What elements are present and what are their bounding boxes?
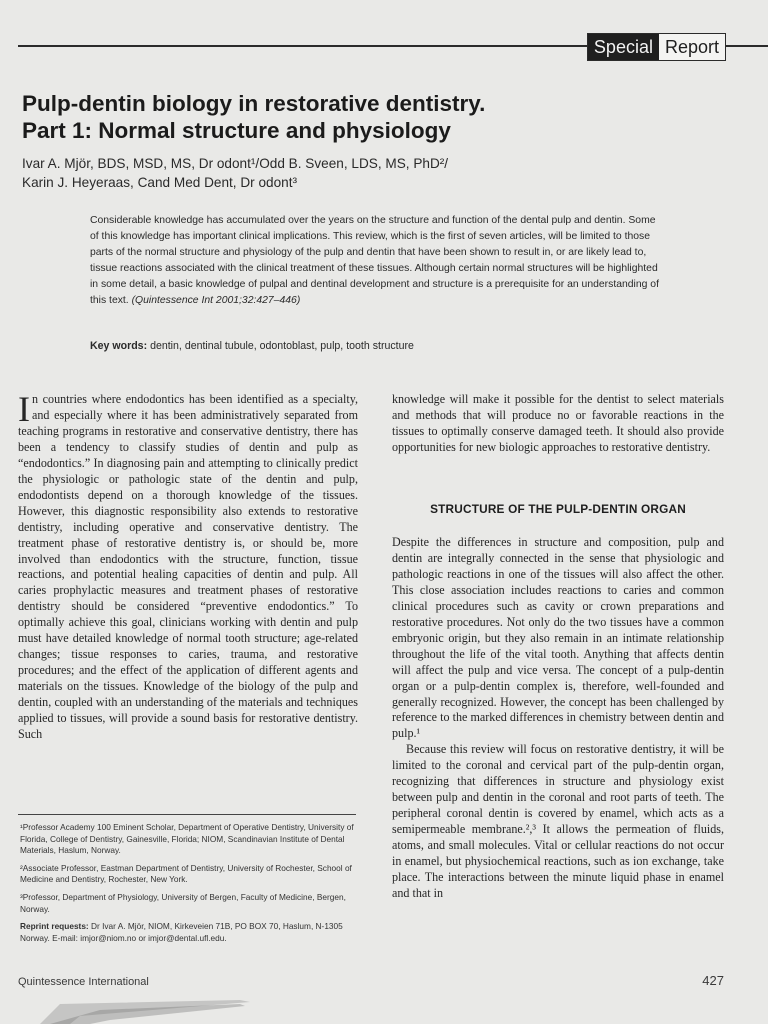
right-paragraph-1: knowledge will make it possible for the dentist to select materials and methods that will produce no or favorable reactions in the tissues to optimally conserve damaged teeth. It should also provide opportunities for new biologic approaches to restorative dentistry. xyxy=(392,392,724,454)
scan-smudge xyxy=(40,994,250,1024)
article-title xyxy=(22,90,702,144)
reprint-label: Reprint requests: xyxy=(20,921,89,932)
body-column-right-bottom xyxy=(392,535,724,902)
footnotes xyxy=(20,822,358,950)
title-line-2: Part 1: Normal structure and physiology xyxy=(22,118,451,143)
reprint-requests xyxy=(20,921,358,944)
intro-paragraph xyxy=(18,389,358,743)
footnote-2: ²Associate Professor, Eastman Department of Dentistry, University of Rochester, School of Medicine and Dentistry, Rochester, New York. xyxy=(20,862,352,885)
authors-line-2: Karin J. Heyeraas, Cand Med Dent, Dr odont³ xyxy=(22,175,298,190)
keywords-label: Key words: xyxy=(90,340,148,352)
section-tag-report: Report xyxy=(659,34,725,60)
reprint-text: Dr Ivar A. Mjör, NIOM, Kirkeveien 71B, PO BOX 70, Haslum, N-1305 Norway. E-mail: imjor@niom.no or imjor@dental.ufl.edu. xyxy=(20,921,343,943)
abstract-text: Considerable knowledge has accumulated over the years on the structure and function of the dental pulp and dentin. Some of this knowledge has important clinical implications. This review, which is the first of seven articles, will be limited to those parts of the normal structure and physiology of the pulp and dentin that have been shown to result in, or are likely lead to, tissue reactions associated with the clinical treatment of these tissues. Although certain normal structures will be highlighted in some detail, a basic knowledge of pulpal and dentinal development and structure is a prerequisite for an understanding of this text. xyxy=(90,215,659,306)
section-heading: STRUCTURE OF THE PULP-DENTIN ORGAN xyxy=(430,502,686,516)
keywords-text: dentin, dentinal tubule, odontoblast, pulp, tooth structure xyxy=(150,340,414,352)
footnote-1: ¹Professor Academy 100 Eminent Scholar, Department of Operative Dentistry, University of Florida, College of Dentistry, Gainesville, Florida; NIOM, Scandinavian Institute of Dental Materials, Haslum, Norway. xyxy=(20,822,354,856)
title-line-1: Pulp-dentin biology in restorative dentistry. xyxy=(22,91,486,116)
intro-text: n countries where endodontics has been identified as a specialty, and especially where it has been administratively separated from teaching programs in restorative and conservative dentistry, there has been a tendency to classify studies of dentin and pulp as “endodontics.” In diagnosing pain and attempting to clinically predict the physiologic or pathologic state of the dentin and pulp, endodontists depend on a thorough knowledge of the tissues. However, this diagnostic responsibility also extends to restorative dentistry, including operative and conservative dentistry. The treatment phase of restorative dentistry is, or should be, more involved than endodontics with the structure, function, tissue reactions, and potential healing capacities of dentin and pulp. All caries prophylactic measures and treatment phases of restorative dentistry should be considered “preventive endodontics.” To optimally achieve this goal, clinicians working with dentin and pulp must have detailed knowledge of normal tooth structure; age-related changes; tissue responses to caries, trauma, and restorative procedures; and the effect of the application of different agents and materials on the tissues. Knowledge of the biology of the pulp and dentin, coupled with an understanding of the materials and techniques applied to tissues, will provide a sound basis for restorative dentistry. Such xyxy=(18,392,358,742)
page-number: 427 xyxy=(702,973,724,988)
right-paragraph-3: Because this review will focus on restorative dentistry, it will be limited to the coronal and cervical part of the pulp-dentin organ, recognizing that differences in structure and physiology exist between pulp and dentin in the coronal and root parts of teeth. The peripheral coronal dentin is covered by enamel, which acts as a semipermeable membrane.²,³ It allows the permeation of fluids, atoms, and small molecules. Vital or cellular reactions do not occur in enamel, but physiochemical reactions, such as ion exchange, take place. The interactions between the minute liquid phase in enamel and that in xyxy=(392,742,724,900)
author-list xyxy=(22,154,722,192)
journal-name: Quintessence International xyxy=(18,976,149,988)
abstract xyxy=(90,213,660,308)
footnote-3: ³Professor, Department of Physiology, University of Bergen, Faculty of Medicine, Bergen, Norway. xyxy=(20,891,346,914)
abstract-citation: (Quintessence Int 2001;32:427–446) xyxy=(131,294,301,306)
footnote-rule xyxy=(18,814,356,815)
keywords xyxy=(90,339,690,354)
drop-cap: I xyxy=(18,389,30,429)
body-column-right-top xyxy=(392,392,724,456)
body-column-left xyxy=(18,389,358,743)
section-tag xyxy=(587,33,726,61)
section-tag-special: Special xyxy=(588,34,659,60)
right-paragraph-2: Despite the differences in structure and composition, pulp and dentin are integrally connected in the sense that physiologic and pathologic reactions in one of the tissues will also affect the other. This close association includes reactions to caries and common clinical procedures such as cavity or crown preparations and restorative procedures. Not only do the two tissues have a common embryonic origin, but they also remain in an intimate relationship throughout the life of the vital tooth. Anything that affects dentin will affect the pulp and vice versa. The concept of a pulp-dentin organ or a pulp-dentin complex is, therefore, well-founded and generally recognized. However, the concept has been challenged by reference to the marked differences in chemistry between dentin and pulp.¹ xyxy=(392,535,724,741)
authors-line-1: Ivar A. Mjör, BDS, MSD, MS, Dr odont¹/Odd B. Sveen, LDS, MS, PhD²/ xyxy=(22,156,449,171)
